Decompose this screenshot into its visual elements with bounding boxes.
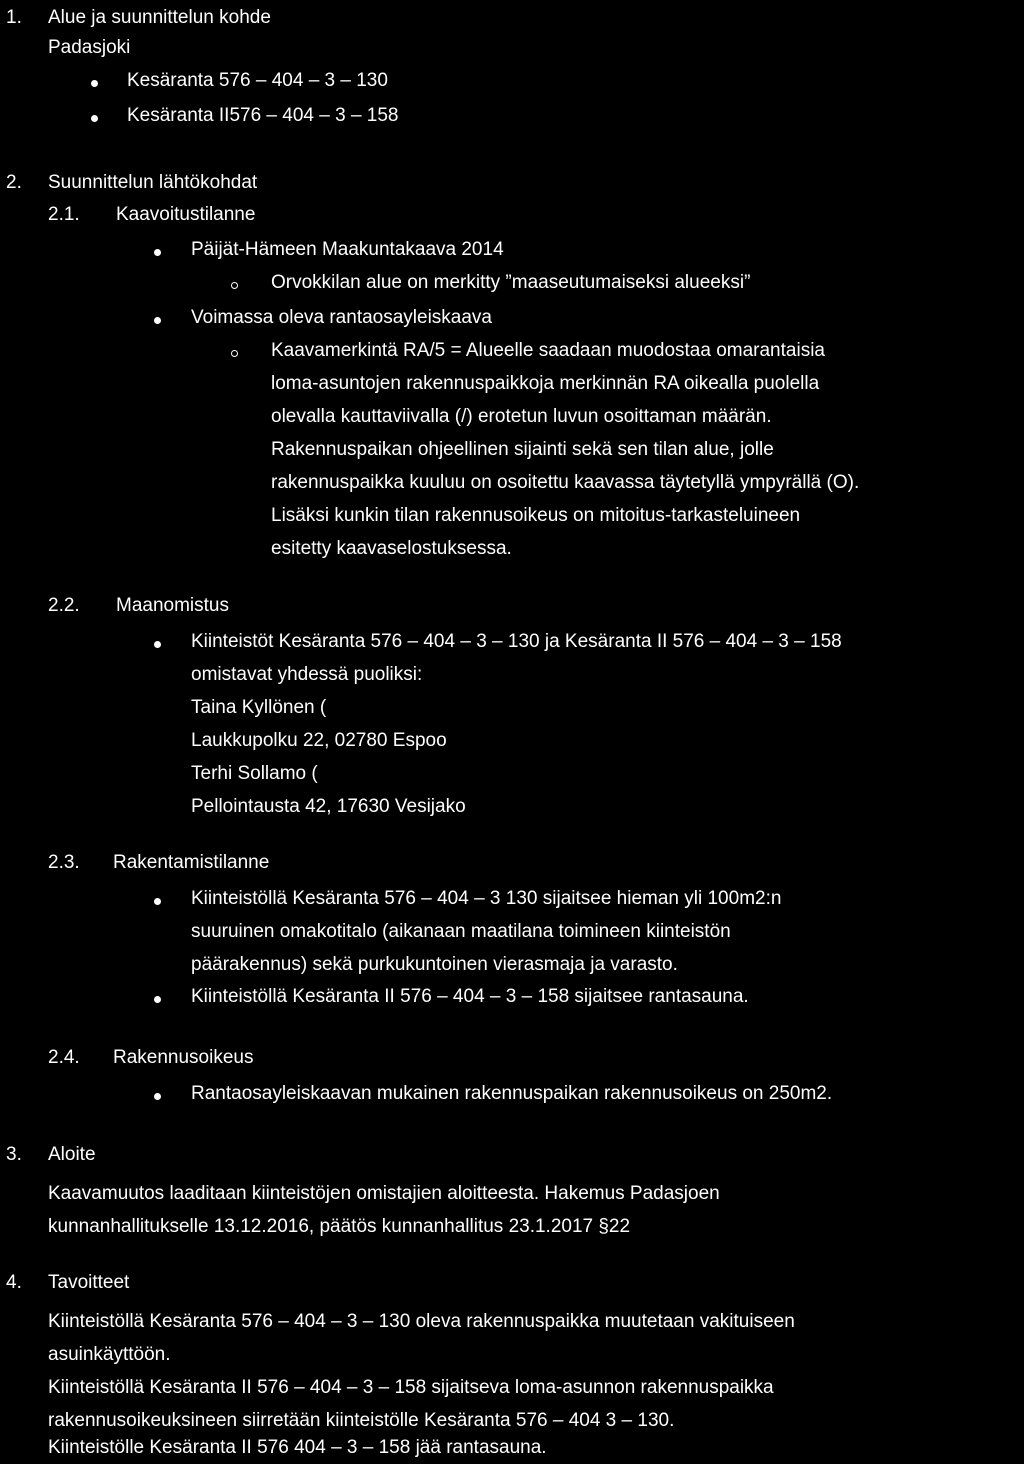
section-2-3-title: Rakentamistilanne bbox=[113, 852, 270, 873]
zoning-item: Voimassa oleva rantaosayleiskaava bbox=[191, 307, 493, 328]
owner-name: Taina Kyllönen ( bbox=[191, 697, 327, 718]
bullet-icon bbox=[154, 249, 161, 256]
ownership-line: omistavat yhdessä puoliksi: bbox=[191, 664, 423, 685]
bullet-icon bbox=[91, 80, 98, 87]
zoning-text-line: loma-asuntojen rakennuspaikkoja merkinnän RA oikealla puolella bbox=[271, 373, 820, 394]
zoning-text-line: olevalla kauttaviivalla (/) erotetun luvun osoittaman määrän. bbox=[271, 406, 772, 427]
zoning-subitem: Orvokkilan alue on merkitty ”maaseutumaiseksi alueeksi” bbox=[271, 272, 751, 293]
goal-line: rakennusoikeuksineen siirretään kiinteistölle Kesäranta 576 – 404 3 – 130. bbox=[48, 1410, 675, 1431]
section-1-number: 1. bbox=[6, 7, 22, 28]
section-4-number: 4. bbox=[6, 1272, 22, 1293]
zoning-text-line: rakennuspaikka kuuluu on osoitettu kaavassa täytetyllä ympyrällä (O). bbox=[271, 472, 860, 493]
circle-bullet-icon bbox=[231, 282, 238, 289]
section-2-title: Suunnittelun lähtökohdat bbox=[48, 172, 258, 193]
initiative-line: kunnanhallitukselle 13.12.2016, päätös kunnanhallitus 23.1.2017 §22 bbox=[48, 1216, 631, 1237]
bullet-icon bbox=[154, 641, 161, 648]
construction-line: Kiinteistöllä Kesäranta 576 – 404 – 3 130 sijaitsee hieman yli 100m2:n bbox=[191, 888, 782, 909]
section-2-1-title: Kaavoitustilanne bbox=[116, 204, 256, 225]
goal-line: Kiinteistöllä Kesäranta II 576 – 404 – 3 – 158 sijaitseva loma-asunnon rakennuspaikka bbox=[48, 1377, 774, 1398]
zoning-item: Päijät-Hämeen Maakuntakaava 2014 bbox=[191, 239, 504, 260]
section-2-4-title: Rakennusoikeus bbox=[113, 1047, 254, 1068]
goal-line: Kiinteistöllä Kesäranta 576 – 404 – 3 – 130 oleva rakennuspaikka muutetaan vakituiseen bbox=[48, 1311, 795, 1332]
zoning-text-line: Lisäksi kunkin tilan rakennusoikeus on mitoitus-tarkasteluineen bbox=[271, 505, 801, 526]
section-2-number: 2. bbox=[6, 172, 22, 193]
goal-line: asuinkäyttöön. bbox=[48, 1344, 171, 1365]
section-2-2-title: Maanomistus bbox=[116, 595, 229, 616]
section-2-2-number: 2.2. bbox=[48, 595, 80, 616]
bullet-icon bbox=[154, 898, 161, 905]
bullet-icon bbox=[154, 996, 161, 1003]
property-item: Kesäranta 576 – 404 – 3 – 130 bbox=[127, 70, 388, 91]
place-name: Padasjoki bbox=[48, 37, 131, 58]
section-2-3-number: 2.3. bbox=[48, 852, 80, 873]
construction-line: suuruinen omakotitalo (aikanaan maatilana toimineen kiinteistön bbox=[191, 921, 731, 942]
bullet-icon bbox=[91, 115, 98, 122]
property-item: Kesäranta II576 – 404 – 3 – 158 bbox=[127, 105, 399, 126]
bullet-icon bbox=[154, 317, 161, 324]
construction-line: Kiinteistöllä Kesäranta II 576 – 404 – 3 – 158 sijaitsee rantasauna. bbox=[191, 986, 749, 1007]
zoning-text-line: Rakennuspaikan ohjeellinen sijainti sekä sen tilan alue, jolle bbox=[271, 439, 774, 460]
section-1-title: Alue ja suunnittelun kohde bbox=[48, 7, 271, 28]
goal-line: Kiinteistölle Kesäranta II 576 404 – 3 – 158 jää rantasauna. bbox=[48, 1437, 547, 1458]
section-2-4-number: 2.4. bbox=[48, 1047, 80, 1068]
building-rights-line: Rantaosayleiskaavan mukainen rakennuspaikan rakennusoikeus on 250m2. bbox=[191, 1083, 833, 1104]
ownership-line: Kiinteistöt Kesäranta 576 – 404 – 3 – 130 ja Kesäranta II 576 – 404 – 3 – 158 bbox=[191, 631, 842, 652]
owner-address: Pellointausta 42, 17630 Vesijako bbox=[191, 796, 466, 817]
initiative-line: Kaavamuutos laaditaan kiinteistöjen omistajien aloitteesta. Hakemus Padasjoen bbox=[48, 1183, 720, 1204]
zoning-text-line: Kaavamerkintä RA/5 = Alueelle saadaan muodostaa omarantaisia bbox=[271, 340, 825, 361]
bullet-icon bbox=[154, 1093, 161, 1100]
section-3-number: 3. bbox=[6, 1144, 22, 1165]
owner-name: Terhi Sollamo ( bbox=[191, 763, 318, 784]
construction-line: päärakennus) sekä purkukuntoinen vierasmaja ja varasto. bbox=[191, 954, 678, 975]
section-4-title: Tavoitteet bbox=[48, 1272, 130, 1293]
section-3-title: Aloite bbox=[48, 1144, 96, 1165]
section-2-1-number: 2.1. bbox=[48, 204, 80, 225]
circle-bullet-icon bbox=[231, 350, 238, 357]
owner-address: Laukkupolku 22, 02780 Espoo bbox=[191, 730, 447, 751]
zoning-text-line: esitetty kaavaselostuksessa. bbox=[271, 538, 512, 559]
